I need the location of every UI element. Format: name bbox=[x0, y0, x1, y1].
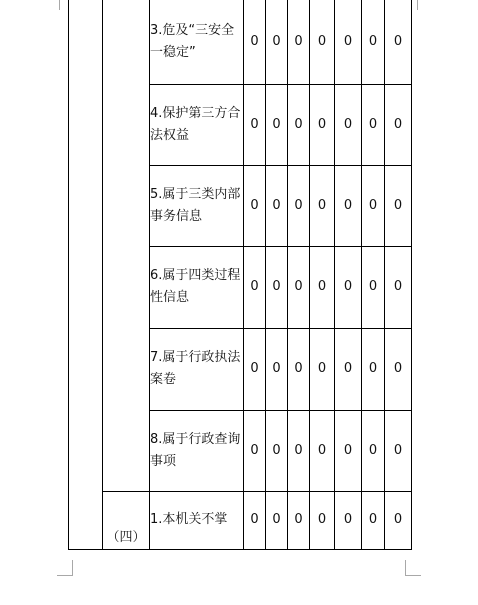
value-cell: 0 bbox=[244, 246, 266, 328]
row-label: 6.属于四类过程性信息 bbox=[150, 246, 244, 328]
value-cell: 0 bbox=[385, 165, 412, 246]
value-cell: 0 bbox=[244, 491, 266, 549]
value-cell: 0 bbox=[335, 328, 362, 410]
value-cell: 0 bbox=[266, 0, 288, 84]
value-cell: 0 bbox=[335, 491, 362, 549]
crop-mark bbox=[57, 575, 73, 576]
row-label: 8.属于行政查询事项 bbox=[150, 410, 244, 491]
crop-mark bbox=[405, 575, 421, 576]
value-cell: 0 bbox=[244, 328, 266, 410]
value-cell: 0 bbox=[335, 165, 362, 246]
value-cell: 0 bbox=[385, 84, 412, 165]
value-cell: 0 bbox=[335, 84, 362, 165]
value-cell: 0 bbox=[266, 328, 288, 410]
value-cell: 0 bbox=[266, 165, 288, 246]
value-cell: 0 bbox=[385, 328, 412, 410]
value-cell: 0 bbox=[266, 491, 288, 549]
value-cell: 0 bbox=[385, 0, 412, 84]
value-cell: 0 bbox=[288, 410, 310, 491]
value-cell: 0 bbox=[362, 328, 385, 410]
value-cell: 0 bbox=[288, 84, 310, 165]
value-cell: 0 bbox=[310, 246, 335, 328]
row-label: 7.属于行政执法案卷 bbox=[150, 328, 244, 410]
value-cell: 0 bbox=[310, 165, 335, 246]
crop-mark bbox=[72, 560, 73, 576]
value-cell: 0 bbox=[310, 328, 335, 410]
row-label: 5.属于三类内部事务信息 bbox=[150, 165, 244, 246]
value-cell: 0 bbox=[385, 491, 412, 549]
value-cell: 0 bbox=[310, 491, 335, 549]
value-cell: 0 bbox=[310, 0, 335, 84]
table-row bbox=[69, 0, 412, 84]
value-cell: 0 bbox=[288, 246, 310, 328]
subcategory-cell bbox=[103, 0, 150, 491]
value-cell: 0 bbox=[288, 0, 310, 84]
value-cell: 0 bbox=[362, 246, 385, 328]
value-cell: 0 bbox=[362, 410, 385, 491]
value-cell: 0 bbox=[244, 84, 266, 165]
value-cell: 0 bbox=[288, 165, 310, 246]
value-cell: 0 bbox=[310, 410, 335, 491]
value-cell: 0 bbox=[335, 410, 362, 491]
value-cell: 0 bbox=[288, 491, 310, 549]
value-cell: 0 bbox=[362, 0, 385, 84]
row-label: 1.本机关不掌 bbox=[150, 491, 244, 549]
value-cell: 0 bbox=[288, 328, 310, 410]
value-cell: 0 bbox=[385, 246, 412, 328]
value-cell: 0 bbox=[244, 165, 266, 246]
row-label: 4.保护第三方合法权益 bbox=[150, 84, 244, 165]
crop-mark bbox=[417, 0, 418, 10]
value-cell: 0 bbox=[244, 410, 266, 491]
table-row bbox=[69, 491, 412, 549]
value-cell: 0 bbox=[266, 84, 288, 165]
crop-mark bbox=[405, 560, 406, 576]
statistics-table bbox=[68, 0, 412, 550]
value-cell: 0 bbox=[266, 410, 288, 491]
category-cell bbox=[69, 0, 103, 549]
value-cell: 0 bbox=[244, 0, 266, 84]
value-cell: 0 bbox=[362, 84, 385, 165]
crop-mark bbox=[59, 0, 60, 10]
value-cell: 0 bbox=[385, 410, 412, 491]
value-cell: 0 bbox=[335, 0, 362, 84]
value-cell: 0 bbox=[362, 491, 385, 549]
value-cell: 0 bbox=[310, 84, 335, 165]
value-cell: 0 bbox=[362, 165, 385, 246]
value-cell: 0 bbox=[335, 246, 362, 328]
value-cell: 0 bbox=[266, 246, 288, 328]
row-label: 3.危及“三安全一稳定” bbox=[150, 0, 244, 84]
section-label: （四） bbox=[103, 491, 150, 549]
